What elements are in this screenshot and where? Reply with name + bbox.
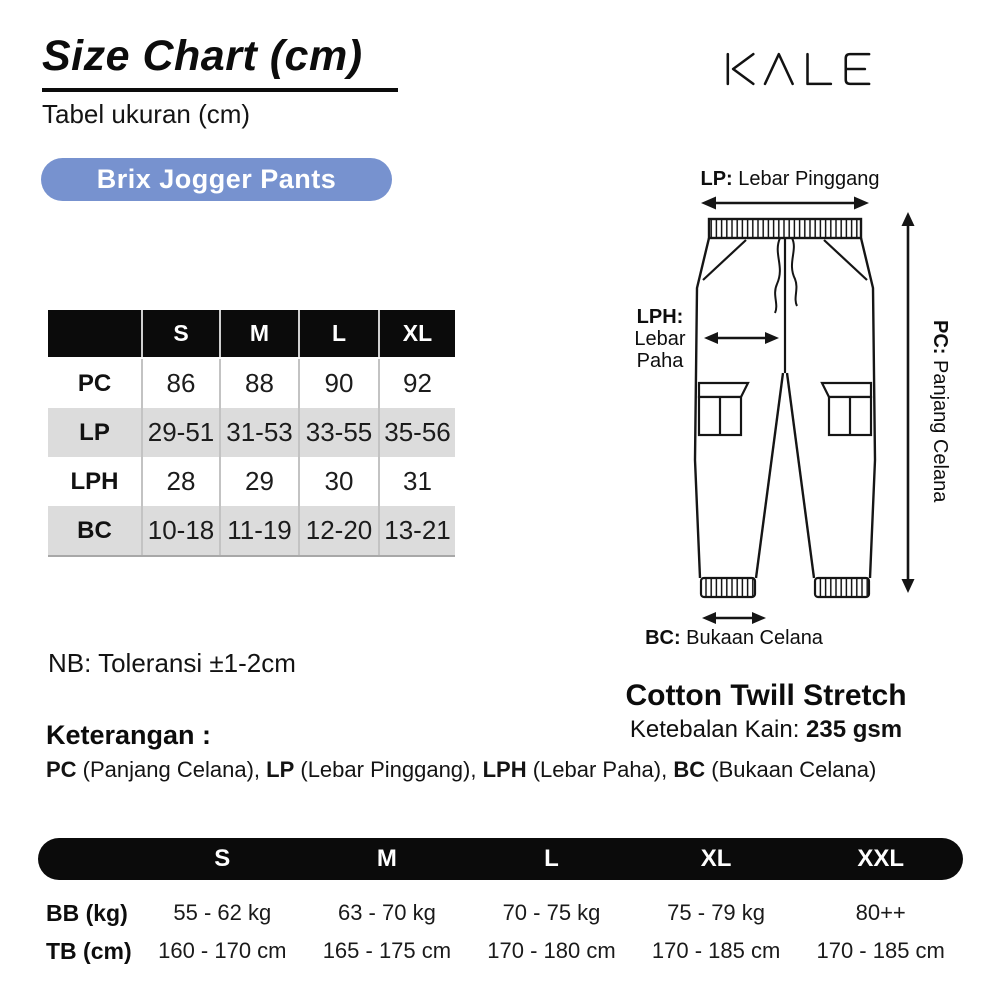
product-badge-label: Brix Jogger Pants <box>96 164 337 194</box>
kale-logo <box>706 52 892 91</box>
table-cell: 165 - 175 cm <box>322 938 452 963</box>
kale-logo-icon <box>706 52 892 86</box>
table-cell: 33-55 <box>298 408 378 457</box>
right-cuff <box>815 578 869 597</box>
legend-abbr-bc: BC <box>673 757 706 782</box>
legend-desc-pc: (Panjang Celana), <box>76 757 267 782</box>
left-cuff <box>701 578 755 597</box>
row-label-bc: BC <box>48 506 141 555</box>
lph-dimension-label <box>610 306 710 372</box>
fit-col-s: S <box>214 845 231 872</box>
legend-title: Keterangan : <box>46 720 212 750</box>
left-cargo-pocket <box>699 383 748 435</box>
table-cell: 11-19 <box>219 506 298 555</box>
table-cell: 55 - 62 kg <box>173 900 272 925</box>
right-cargo-pocket <box>822 383 871 435</box>
fit-table-body <box>38 894 963 970</box>
table-cell: 88 <box>219 359 298 408</box>
size-table-col-m: M <box>219 310 298 357</box>
fit-row-tb <box>38 932 963 970</box>
size-table <box>48 310 455 557</box>
legend-desc-lph: (Lebar Paha), <box>526 757 674 782</box>
table-cell: 90 <box>298 359 378 408</box>
bc-dimension-label <box>614 627 854 650</box>
table-cell: 75 - 79 kg <box>667 900 766 925</box>
table-cell: 12-20 <box>298 506 378 555</box>
fabric-info <box>566 679 966 744</box>
table-cell: 13-21 <box>378 506 455 555</box>
waistband <box>709 219 861 238</box>
table-cell: 35-56 <box>378 408 455 457</box>
legend-abbr-lp: LP <box>266 757 295 782</box>
page-title: Size Chart (cm) <box>42 32 398 92</box>
table-cell: 160 - 170 cm <box>158 938 287 963</box>
lph-abbr: LPH: <box>636 306 684 328</box>
table-cell: 29 <box>219 457 298 506</box>
table-cell: 29-51 <box>141 408 219 457</box>
tolerance-note: NB: Toleransi ±1-2cm <box>48 648 296 678</box>
lp-abbr: LP: <box>700 168 733 190</box>
fabric-thickness <box>566 716 966 744</box>
fit-col-l: L <box>544 845 559 872</box>
lph-line1: Lebar <box>634 328 686 350</box>
fabric-thickness-value: 235 gsm <box>806 716 903 743</box>
fit-row-bb-label: BB (kg) <box>46 899 128 926</box>
size-table-col-xl: XL <box>378 310 455 357</box>
product-badge <box>41 158 392 201</box>
fabric-thickness-label: Ketebalan Kain: <box>629 716 807 743</box>
fit-row-bb <box>38 894 963 932</box>
lp-text: Lebar Pinggang <box>732 168 880 190</box>
legend-abbr-pc: PC <box>46 757 77 782</box>
fabric-title: Cotton Twill Stretch <box>625 679 907 712</box>
lph-arrow <box>704 332 779 344</box>
fit-col-xl: XL <box>700 845 732 872</box>
bc-arrow <box>702 612 766 624</box>
row-label-lp: LP <box>48 408 141 457</box>
table-cell: 70 - 75 kg <box>502 900 601 925</box>
table-cell: 170 - 180 cm <box>487 938 616 963</box>
bc-abbr: BC: <box>645 627 681 649</box>
table-cell: 92 <box>378 359 455 408</box>
table-cell: 28 <box>141 457 219 506</box>
row-label-lph: LPH <box>48 457 141 506</box>
table-cell: 10-18 <box>141 506 219 555</box>
lp-arrow <box>701 197 869 210</box>
table-cell: 80++ <box>855 900 906 925</box>
fit-table <box>38 838 963 970</box>
size-table-col-l: L <box>298 310 378 357</box>
size-table-col-s: S <box>141 310 219 357</box>
fit-col-xxl: XXL <box>857 845 905 872</box>
table-cell: 86 <box>141 359 219 408</box>
pc-dimension-label <box>928 296 951 526</box>
legend-line <box>46 757 976 783</box>
table-cell: 63 - 70 kg <box>337 900 436 925</box>
table-cell: 31 <box>378 457 455 506</box>
table-cell: 30 <box>298 457 378 506</box>
header <box>42 32 398 130</box>
fit-table-header <box>38 838 963 880</box>
bc-text: Bukaan Celana <box>680 627 823 649</box>
pc-text: Panjang Celana <box>929 354 951 503</box>
table-cell: 31-53 <box>219 408 298 457</box>
lp-dimension-label <box>640 168 940 191</box>
fit-row-tb-label: TB (cm) <box>46 937 132 964</box>
table-cell: 170 - 185 cm <box>651 938 781 963</box>
page-subtitle: Tabel ukuran (cm) <box>42 99 251 129</box>
fit-col-m: M <box>376 845 397 872</box>
lph-line2: Paha <box>636 350 684 372</box>
legend-abbr-lph: LPH <box>482 757 527 782</box>
table-cell: 170 - 185 cm <box>816 938 945 963</box>
size-table-corner <box>48 310 141 357</box>
pc-abbr: PC: <box>929 319 951 355</box>
legend-desc-bc: (Bukaan Celana) <box>705 757 877 782</box>
legend-desc-lp: (Lebar Pinggang), <box>294 757 483 782</box>
row-label-pc: PC <box>48 359 141 408</box>
pc-arrow <box>902 212 915 593</box>
